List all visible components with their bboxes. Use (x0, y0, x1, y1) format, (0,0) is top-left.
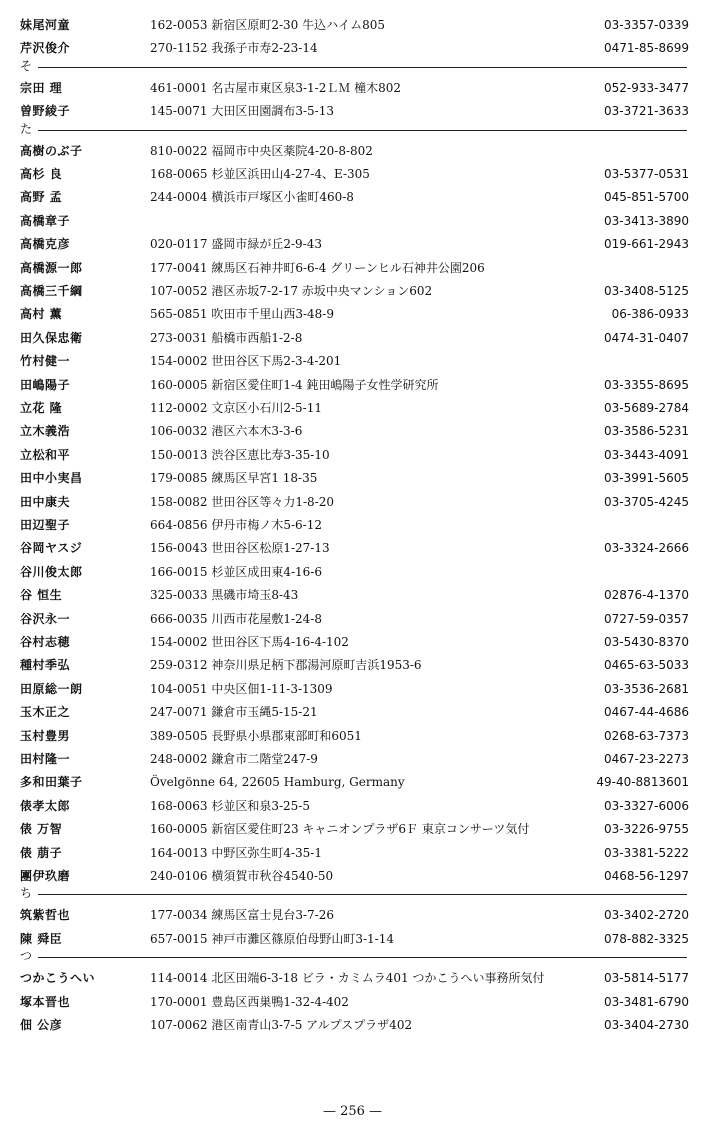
entry-phone: 0468-56-1297 (603, 869, 689, 883)
entry-name: 谷沢永一 (20, 611, 71, 626)
entry-phone: 03-3443-4091 (603, 447, 689, 462)
entry-phone: 03-3705-4245 (603, 494, 689, 509)
directory-entry (0, 865, 705, 887)
directory-entry (0, 37, 705, 59)
directory-entry (0, 140, 705, 162)
entry-name: 田中小実昌 (20, 471, 83, 486)
entry-phone: 06-386-0933 (611, 307, 689, 322)
entry-name: 塚本晋也 (20, 994, 71, 1009)
directory-entry (0, 991, 705, 1013)
directory-entry (0, 100, 705, 122)
entry-address: 259-0312 神奈川県足柄下郡湯河原町吉浜1953-6 (150, 658, 422, 673)
section-heading: ち (20, 886, 33, 901)
entry-name: 田村隆一 (20, 752, 71, 766)
directory-entry (0, 795, 705, 817)
entry-name: 谷川俊太郎 (20, 564, 83, 579)
entry-name: 妹尾河童 (20, 18, 71, 32)
entry-address: 158-0082 世田谷区等々力1-8-20 (150, 494, 334, 509)
section-heading: そ (20, 58, 33, 73)
section-divider (38, 957, 687, 958)
section-divider (38, 894, 687, 895)
entry-address: 177-0041 練馬区石神井町6-6-4 グリーンヒル石神井公園206 (150, 260, 485, 275)
directory-entry (0, 967, 705, 989)
entry-name: 宗田 理 (20, 80, 63, 95)
directory-entry (0, 514, 705, 536)
entry-phone: 052-933-3477 (603, 80, 689, 95)
entry-phone: 49-40-8813601 (596, 775, 689, 790)
entry-phone: 02876-4-1370 (603, 588, 689, 603)
entry-address: 160-0005 新宿区愛住町1-4 鈍田嶋陽子女性学研究所 (150, 377, 439, 392)
entry-name: 谷 恒生 (20, 588, 63, 603)
entry-address: 154-0002 世田谷区下馬2-3-4-201 (150, 354, 342, 369)
directory-entry (0, 1014, 705, 1036)
directory-entry (0, 467, 705, 489)
entry-name: 芹沢俊介 (20, 41, 71, 56)
directory-entry (0, 420, 705, 442)
entry-address: 162-0053 新宿区原町2-30 牛込ハイム805 (150, 18, 385, 32)
entry-address: 107-0062 港区南青山3-7-5 アルプスプラザ402 (150, 1018, 413, 1032)
entry-name: 高村 薫 (20, 307, 63, 322)
entry-name: つかこうへい (20, 971, 96, 986)
entry-address: 666-0035 川西市花屋敷1-24-8 (150, 611, 322, 626)
entry-phone: 03-3404-2730 (603, 1018, 689, 1032)
section-divider (38, 67, 687, 68)
entry-address: 565-0851 吹田市千里山西3-48-9 (150, 307, 334, 322)
entry-address: 112-0002 文京区小石川2-5-11 (150, 401, 322, 415)
entry-name: 團伊玖磨 (20, 869, 71, 883)
entry-phone: 0727-59-0357 (603, 611, 689, 626)
directory-entry (0, 584, 705, 606)
entry-phone: 03-5689-2784 (603, 401, 689, 415)
entry-address: Övelgönne 64, 22605 Hamburg, Germany (150, 775, 405, 790)
entry-address: 168-0063 杉並区和泉3-25-5 (150, 798, 310, 813)
directory-entry (0, 327, 705, 349)
entry-name: 田中康夫 (20, 494, 71, 509)
directory-entry (0, 186, 705, 208)
entry-name: 田久保忠衛 (20, 330, 83, 345)
entry-phone: 03-3481-6790 (603, 994, 689, 1009)
directory-entry (0, 350, 705, 372)
entry-name: 佃 公彦 (20, 1018, 63, 1032)
entry-name: 田嶋陽子 (20, 377, 71, 392)
directory-entry (0, 748, 705, 770)
entry-phone: 03-3408-5125 (603, 284, 689, 298)
entry-name: 高樹のぶ子 (20, 143, 83, 158)
directory-entry (0, 14, 705, 36)
entry-address: 154-0002 世田谷区下馬4-16-4-102 (150, 635, 349, 649)
entry-address: 247-0071 鎌倉市玉縄5-15-21 (150, 705, 318, 720)
entry-name: 立木義浩 (20, 424, 71, 439)
entry-address: 179-0085 練馬区早宮1 18-35 (150, 471, 318, 486)
entry-address: 244-0004 横浜市戸塚区小雀町460-8 (150, 190, 354, 205)
entry-name: 多和田葉子 (20, 775, 83, 790)
entry-name: 曽野綾子 (20, 104, 71, 119)
entry-phone: 03-3357-0339 (603, 18, 689, 32)
section-heading: つ (20, 949, 33, 964)
entry-phone: 078-882-3325 (603, 931, 689, 946)
entry-phone: 03-3991-5605 (603, 471, 689, 486)
entry-address: 389-0505 長野県小県郡東部町和6051 (150, 728, 362, 743)
entry-address: 164-0013 中野区弥生町4-35-1 (150, 845, 322, 860)
directory-entry (0, 678, 705, 700)
directory-entry (0, 491, 705, 513)
entry-address: 166-0015 杉並区成田東4-16-6 (150, 564, 322, 579)
entry-name: 立花 隆 (20, 401, 63, 415)
entry-name: 筑紫哲也 (20, 908, 71, 923)
entry-name: 高橋三千綱 (20, 284, 83, 298)
directory-entry (0, 163, 705, 185)
entry-name: 俵 万智 (20, 822, 63, 837)
entry-phone: 03-3721-3633 (603, 104, 689, 119)
entry-address: 156-0043 世田谷区松原1-27-13 (150, 541, 330, 556)
entry-address: 106-0032 港区六本木3-3-6 (150, 424, 303, 439)
entry-phone: 03-3586-5231 (603, 424, 689, 439)
entry-name: 谷岡ヤスジ (20, 541, 83, 556)
entry-phone: 0467-44-4686 (603, 705, 689, 720)
directory-entry (0, 701, 705, 723)
entry-phone: 03-3536-2681 (603, 681, 689, 696)
directory-entry (0, 257, 705, 279)
entry-address: 810-0022 福岡市中央区薬院4-20-8-802 (150, 143, 373, 158)
entry-name: 俵 萠子 (20, 845, 63, 860)
entry-phone: 03-3327-6006 (603, 798, 689, 813)
entry-address: 657-0015 神戸市灘区篠原伯母野山町3-1-14 (150, 931, 394, 946)
directory-entry (0, 842, 705, 864)
entry-phone: 045-851-5700 (603, 190, 689, 205)
entry-phone: 03-3355-8695 (603, 377, 689, 392)
entry-address: 273-0031 船橋市西船1-2-8 (150, 330, 303, 345)
entry-address: 270-1152 我孫子市寿2-23-14 (150, 41, 318, 56)
entry-phone: 0474-31-0407 (603, 330, 689, 345)
entry-phone: 019-661-2943 (603, 237, 689, 252)
entry-name: 俵孝太郎 (20, 798, 71, 813)
entry-phone: 03-5377-0531 (603, 167, 689, 181)
entry-address: 248-0002 鎌倉市二階堂247-9 (150, 752, 318, 766)
entry-address: 107-0052 港区赤坂7-2-17 赤坂中央マンション602 (150, 284, 433, 298)
entry-address: 664-0856 伊丹市梅ノ木5-6-12 (150, 518, 322, 532)
directory-entry (0, 608, 705, 630)
entry-phone: 03-3402-2720 (603, 908, 689, 923)
directory-entry (0, 771, 705, 793)
entry-name: 高橋克彦 (20, 237, 71, 252)
entry-phone: 03-3381-5222 (603, 845, 689, 860)
entry-address: 145-0071 大田区田園調布3-5-13 (150, 104, 334, 119)
directory-entry (0, 303, 705, 325)
directory-entry (0, 928, 705, 950)
section-heading: た (20, 121, 33, 136)
entry-name: 田辺聖子 (20, 518, 71, 532)
entry-address: 104-0051 中央区佃1-11-3-1309 (150, 681, 333, 696)
directory-entry (0, 537, 705, 559)
entry-phone: 03-5814-5177 (603, 971, 689, 986)
section-divider (38, 130, 687, 131)
entry-address: 150-0013 渋谷区恵比寿3-35-10 (150, 447, 330, 462)
directory-entry (0, 397, 705, 419)
entry-name: 高杉 良 (20, 167, 63, 181)
entry-phone: 0467-23-2273 (603, 752, 689, 766)
directory-entry (0, 725, 705, 747)
directory-entry (0, 233, 705, 255)
directory-entry (0, 374, 705, 396)
entry-name: 高橋章子 (20, 213, 71, 228)
entry-name: 立松和平 (20, 447, 71, 462)
entry-address: 461-0001 名古屋市東区泉3-1-2ＬＭ 橦木802 (150, 80, 402, 95)
entry-address: 020-0117 盛岡市緑が丘2-9-43 (150, 237, 322, 252)
entry-name: 陳 舜臣 (20, 931, 63, 946)
directory-entry (0, 280, 705, 302)
entry-name: 玉木正之 (20, 705, 71, 720)
entry-name: 玉村豊男 (20, 728, 71, 743)
directory-entry (0, 631, 705, 653)
entry-address: 160-0005 新宿区愛住町23 キャニオンプラザ6Ｆ 東京コンサーツ気付 (150, 822, 530, 837)
entry-phone: 03-3324-2666 (603, 541, 689, 556)
entry-name: 田原総一朗 (20, 681, 83, 696)
directory-entry (0, 210, 705, 232)
entry-address: 170-0001 豊島区西巣鴨1-32-4-402 (150, 994, 349, 1009)
entry-phone: 03-5430-8370 (603, 635, 689, 649)
directory-entry (0, 818, 705, 840)
entry-address: 114-0014 北区田端6-3-18 ビラ・カミムラ401 つかこうへい事務所気付 (150, 971, 545, 986)
entry-name: 種村季弘 (20, 658, 71, 673)
entry-phone: 0465-63-5033 (603, 658, 689, 673)
entry-name: 竹村健一 (20, 354, 71, 369)
entry-phone: 0471-85-8699 (603, 41, 689, 56)
directory-entry (0, 904, 705, 926)
entry-name: 高野 孟 (20, 190, 63, 205)
page-number: — 256 — (322, 1104, 383, 1119)
entry-phone: 03-3413-3890 (603, 213, 689, 228)
directory-entry (0, 444, 705, 466)
directory-entry (0, 654, 705, 676)
directory-entry (0, 561, 705, 583)
entry-phone: 0268-63-7373 (603, 728, 689, 743)
directory-entry (0, 77, 705, 99)
entry-address: 240-0106 横須賀市秋谷4540-50 (150, 869, 334, 883)
entry-address: 168-0065 杉並区浜田山4-27-4、E-305 (150, 167, 370, 181)
entry-phone: 03-3226-9755 (603, 822, 689, 837)
entry-address: 177-0034 練馬区富士見台3-7-26 (150, 908, 334, 923)
entry-name: 谷村志穂 (20, 635, 71, 649)
entry-name: 高橋源一郎 (20, 260, 83, 275)
entry-address: 325-0033 黒磯市埼玉8-43 (150, 588, 299, 603)
